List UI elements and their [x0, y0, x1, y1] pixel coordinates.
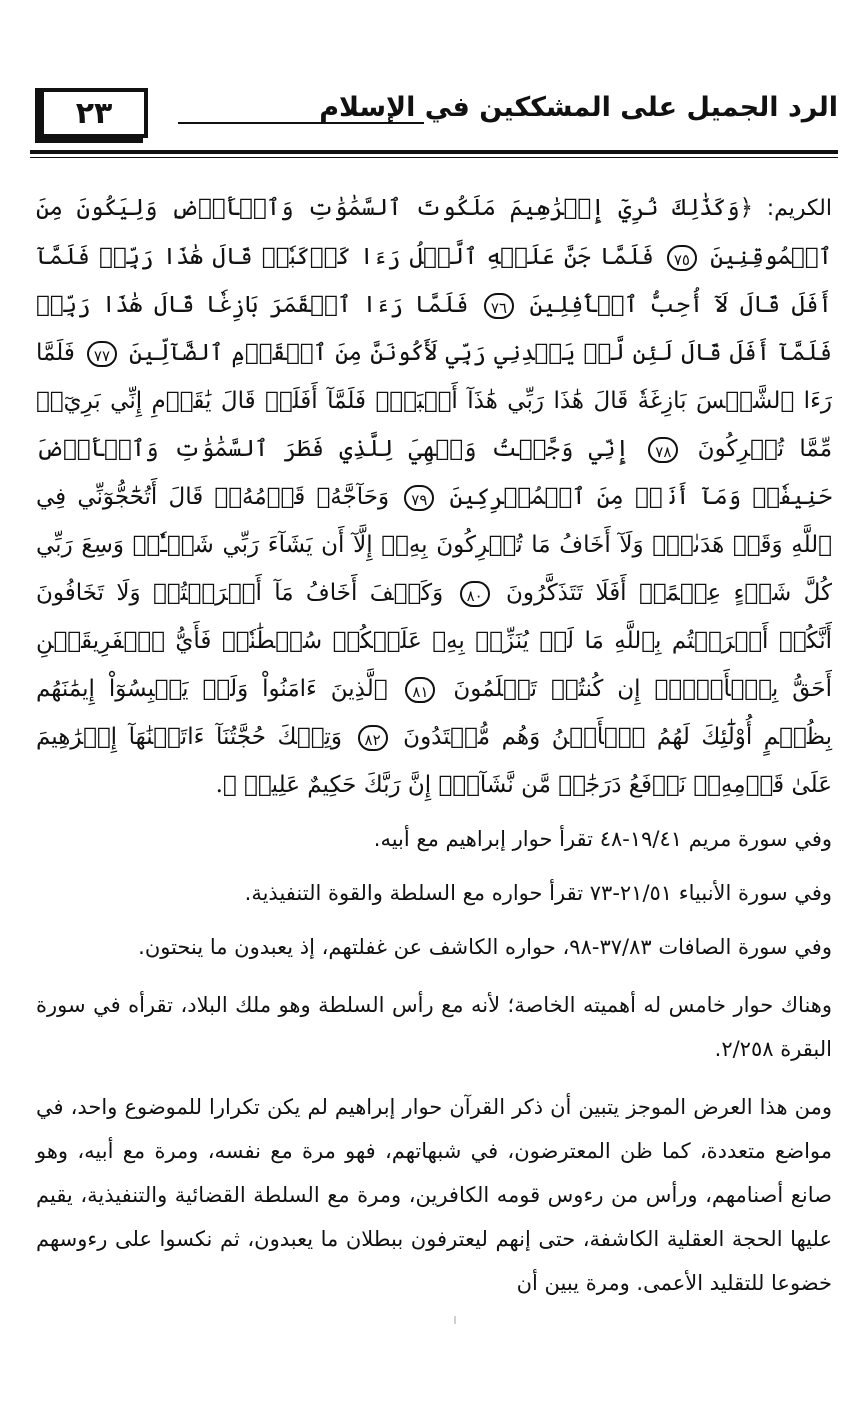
ayah-number-marker: ٧٩	[404, 485, 434, 511]
ayah-number-marker: ٧٥	[667, 245, 697, 271]
header-rule-thick	[30, 150, 838, 154]
ayah-number-marker: ٨١	[405, 677, 435, 703]
verse-segment: ٱلَّذِينَ ءَامَنُواْ وَلَمۡ يَلۡبِسُوٓاْ إِيمَٰنَهُم بِظُلۡمٍ أُوْلَٰٓئِكَ لَهُمُ ٱلۡأَمۡنُ وَهُم مُّهۡتَدُونَ	[36, 676, 832, 750]
ayah-number-marker: ٨٢	[358, 725, 388, 751]
verse-segment: فَلَمَّا رَءَا ٱلشَّمۡسَ بَازِغَةٗ قَالَ هَٰذَا رَبِّي هَٰذَآ أَكۡبَرُۖ فَلَمَّآ أَفَلَتۡ قَالَ يَٰقَوۡمِ إِنِّي بَرِيٓءٞ مِّمَّا تُشۡرِكُونَ	[36, 340, 833, 462]
ayah-number-marker: ٧٧	[87, 341, 117, 367]
paragraph-surah-maryam: وفي سورة مريم ١٩/٤١-٤٨ تقرأ حوار إبراهيم مع أبيه.	[373, 827, 832, 851]
quran-intro-word: الكريم:	[766, 196, 832, 221]
verse-segment: وَكَيۡفَ أَخَافُ مَآ أَشۡرَكۡتُمۡ وَلَا تَخَافُونَ أَنَّكُمۡ أَشۡرَكۡتُم بِٱللَّهِ مَا لَمۡ يُنَزِّلۡ بِهِۦ عَلَيۡكُمۡ سُلۡطَٰنٗاۚ فَأَيُّ ٱلۡفَرِيقَيۡنِ أَحَقُّ بِٱلۡأَمۡنِۖ إِن كُنتُمۡ تَعۡلَمُونَ	[36, 580, 832, 702]
paragraph-surah-anbiya: وفي سورة الأنبياء ٢١/٥١-٧٣ تقرأ حواره مع السلطة والقوة التنفيذية.	[244, 881, 832, 905]
page-body	[36, 184, 832, 1319]
verse-segment: ﴿وَكَذَٰلِكَ نُرِيٓ إِبۡرَٰهِيمَ مَلَكُوتَ ٱلسَّمَٰوَٰتِ وَٱلۡأَرۡضِ وَلِيَكُونَ مِنَ ٱلۡمُوقِنِينَ	[36, 195, 833, 270]
paragraph-surah-saffat: وفي سورة الصافات ٣٧/٨٣-٩٨، حواره الكاشف عن غفلتهم، إذ يعبدون ما ينحتون.	[138, 935, 832, 959]
ayah-number-marker: ٧٨	[648, 437, 678, 463]
verse-segment: فَلَمَّا رَءَا ٱلۡقَمَرَ بَازِغٗا قَالَ هَٰذَا رَبِّيۖ فَلَمَّآ أَفَلَ قَالَ لَئِن لَّمۡ يَهۡدِنِي رَبِّي لَأَكُونَنَّ مِنَ ٱلۡقَوۡمِ ٱلضَّآلِّينَ	[36, 292, 832, 366]
quran-quotation	[36, 184, 832, 809]
page-header	[30, 88, 838, 150]
verse-segment: فَلَمَّا جَنَّ عَلَيۡهِ ٱلَّيۡلُ رَءَا كَوۡكَبٗاۖ قَالَ هَٰذَا رَبِّيۖ فَلَمَّآ أَفَلَ قَالَ لَآ أُحِبُّ ٱلۡأٓفِلِينَ	[36, 244, 833, 318]
verse-segment: إِنِّي وَجَّهۡتُ وَجۡهِيَ لِلَّذِي فَطَرَ ٱلسَّمَٰوَٰتِ وَٱلۡأَرۡضَ حَنِيفٗاۖ وَمَآ أَنَا۠ مِنَ ٱلۡمُشۡرِكِينَ	[36, 436, 833, 510]
page-number: ٢٣	[40, 88, 148, 138]
verse-segment: وَتِلۡكَ حُجَّتُنَآ ءَاتَيۡنَٰهَآ إِبۡرَٰهِيمَ عَلَىٰ قَوۡمِهِۦۚ نَرۡفَعُ دَرَجَٰتٖ مَّن نَّشَآءُۗ إِنَّ رَبَّكَ حَكِيمٌ عَلِيمٞ ﴾.	[36, 724, 832, 798]
paragraph-surah-baqarah: وهناك حوار خامس له أهميته الخاصة؛ لأنه مع رأس السلطة وهو ملك البلاد، تقرأه في سورة البقرة ٢/٢٥٨.	[36, 993, 832, 1061]
header-rule-thin	[30, 157, 838, 158]
ayah-number-marker: ٧٦	[484, 293, 514, 319]
book-title: الرد الجميل على المشككين في الإسلام	[319, 92, 838, 123]
scan-mark	[454, 1316, 456, 1324]
verse-segment: وَحَآجَّهُۥ قَوۡمُهُۥۚ قَالَ أَتُحَٰٓجُّوٓنِّي فِي ٱللَّهِ وَقَدۡ هَدَىٰنِۚ وَلَآ أَخَافُ مَا تُشۡرِكُونَ بِهِۦٓ إِلَّآ أَن يَشَآءَ رَبِّي شَيۡـٔٗاۚ وَسِعَ رَبِّي كُلَّ شَيۡءٍ عِلۡمًاۚ أَفَلَا تَتَذَكَّرُونَ	[36, 484, 833, 606]
ayah-number-marker: ٨٠	[460, 581, 490, 607]
paragraph-conclusion: ومن هذا العرض الموجز يتبين أن ذكر القرآن حوار إبراهيم لم يكن تكرارا للموضوع واحد، في مواضع متعددة، كما ظن المعترضون، في شبهاتهم، فهو مرة مع نفسه، ومرة مع أبيه، وهو صانع أصنامهم، ورأس من رءوس قومه الكافرين، ومرة مع السلطة القضائية والتنفيذية، يقيم عليها الحجة العقلية الكاشفة، حتى إنهم ليعترفون ببطلان ما يعبدون، ثم نكسوا على رءوسهم خضوعا للتقليد الأعمى. ومرة يبين أن	[36, 1095, 832, 1295]
